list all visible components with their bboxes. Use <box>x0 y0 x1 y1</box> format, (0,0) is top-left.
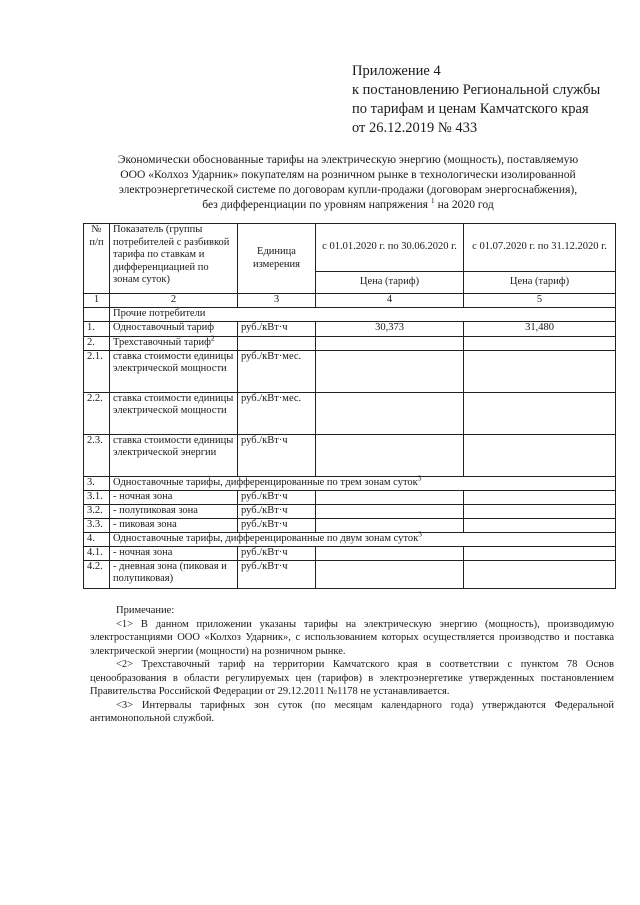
header-indicator: Показатель (группы потребителей с разбивкой тарифа по ставкам и дифференциацией по зонам суток) <box>110 224 238 294</box>
row-name <box>110 529 616 546</box>
row-unit: руб./кВт·мес. <box>238 392 316 434</box>
appendix-line-1: Приложение 4 <box>352 63 441 79</box>
row-name-text: Одноставочные тарифы, дифференцированные по трем зонам суток <box>113 476 418 488</box>
row-unit: руб./кВт·мес. <box>238 350 316 392</box>
table-row <box>84 434 616 476</box>
row-name: ставка стоимости единицы электрической энергии <box>110 434 238 476</box>
row-num: 4.1. <box>84 546 110 560</box>
row-name: ставка стоимости единицы электрической мощности <box>110 350 238 392</box>
header-num: № п/п <box>84 224 110 294</box>
note-2: <2> Трехставочный тариф на территории Камчатского края в соответствии с пунктом 78 Основ ценообразования в области регулируемых цен (тарифов) в электроэнергетике утвержденных постановлением Правительства Российской Федерации от 29.12.2011 №1178 не устанавливается. <box>90 659 614 697</box>
row-value-1: 30,373 <box>316 321 464 336</box>
appendix-line-3: по тарифам и ценам Камчатского края <box>352 101 589 117</box>
row-name <box>110 473 616 490</box>
col-number-4: 4 <box>316 294 464 308</box>
row-num: 2.2. <box>84 392 110 434</box>
row-num: 3.1. <box>84 490 110 504</box>
header-unit: Единица измерения <box>238 224 316 294</box>
group-other-consumers: Прочие потребители <box>110 307 616 321</box>
table-row <box>84 532 616 546</box>
title-line-2: ООО «Колхоз Ударник» покупателям на розничном рынке в технологически изолированной <box>120 168 576 181</box>
row-name: - полупиковая зона <box>110 504 238 518</box>
row-num: 2. <box>84 336 110 350</box>
row-name: - дневная зона (пиковая и полупиковая) <box>110 560 238 588</box>
row-name-text: Трехставочный тариф <box>113 336 211 348</box>
row-num: 3.2. <box>84 504 110 518</box>
header-period-1: с 01.01.2020 г. по 30.06.2020 г. <box>316 224 464 272</box>
title-line-3: электроэнергетической системе по договорам купли-продажи (договорам энергоснабжения), <box>118 183 578 196</box>
row-unit: руб./кВт·ч <box>238 546 316 560</box>
header-period-2: с 01.07.2020 г. по 31.12.2020 г. <box>464 224 616 272</box>
footnote-ref-3: 3 <box>418 529 422 538</box>
col-number-5: 5 <box>464 294 616 308</box>
row-unit: руб./кВт·ч <box>238 321 316 336</box>
row-num: 4. <box>84 532 110 546</box>
row-unit: руб./кВт·ч <box>238 504 316 518</box>
header-price-2: Цена (тариф) <box>464 272 616 294</box>
title-line-1: Экономически обоснованные тарифы на электрическую энергию (мощность), поставляемую <box>117 153 579 166</box>
table-row <box>84 560 616 588</box>
footnote-ref-3: 3 <box>417 473 422 482</box>
row-num: 2.1. <box>84 350 110 392</box>
row-name <box>110 333 238 350</box>
row-unit: руб./кВт·ч <box>238 560 316 588</box>
notes-heading: Примечание: <box>116 605 175 616</box>
footnote-ref-1: 1 <box>430 196 435 206</box>
table-row <box>84 504 616 518</box>
table-row <box>84 321 616 336</box>
row-name: - пиковая зона <box>110 518 238 532</box>
col-number-1: 1 <box>84 294 110 308</box>
col-number-3: 3 <box>238 294 316 308</box>
row-num: 1. <box>84 321 110 336</box>
note-1: <1> В данном приложении указаны тарифы на электрическую энергию (мощность), производимую электростанциями ООО «Колхоз Ударник», с использованием которых осуществляется производство и поставка электрической энергии (мощности) на розничном рынке. <box>90 618 614 657</box>
row-name: - ночная зона <box>110 546 238 560</box>
row-name: Одноставочный тариф <box>110 321 238 336</box>
table-row <box>84 307 616 321</box>
header-row <box>84 224 616 272</box>
row-unit: руб./кВт·ч <box>238 434 316 476</box>
document-title <box>78 152 618 212</box>
table-row <box>84 336 616 350</box>
row-name-text: Одноставочные тарифы, дифференцированные по двум зонам суток <box>113 532 419 544</box>
appendix-line-4: от 26.12.2019 № 433 <box>352 120 478 136</box>
header-price-1: Цена (тариф) <box>316 272 464 294</box>
row-name: ставка стоимости единицы электрической мощности <box>110 392 238 434</box>
footnote-ref-2: 2 <box>210 333 215 342</box>
row-num: 4.2. <box>84 560 110 588</box>
column-number-row <box>84 294 616 308</box>
table-row <box>84 392 616 434</box>
row-name: - ночная зона <box>110 490 238 504</box>
tariff-table <box>83 223 616 589</box>
table-row <box>84 546 616 560</box>
notes-section <box>90 604 614 726</box>
row-unit: руб./кВт·ч <box>238 490 316 504</box>
row-value-2: 31,480 <box>464 321 616 336</box>
row-num: 3.3. <box>84 518 110 532</box>
col-number-2: 2 <box>110 294 238 308</box>
table-row <box>84 518 616 532</box>
table-row <box>84 350 616 392</box>
row-num: 2.3. <box>84 434 110 476</box>
table-row <box>84 476 616 490</box>
row-unit: руб./кВт·ч <box>238 518 316 532</box>
title-line-4-year: на 2020 год <box>434 198 494 211</box>
title-line-4 <box>78 197 618 212</box>
title-line-4-text: без дифференциации по уровням напряжения <box>202 198 429 211</box>
appendix-line-2: к постановлению Региональной службы <box>352 82 601 98</box>
appendix-header <box>352 62 632 138</box>
table-row <box>84 490 616 504</box>
row-num: 3. <box>84 476 110 490</box>
note-3: <3> Интервалы тарифных зон суток (по месяцам календарного года) утверждаются Федеральной антимонопольной службой. <box>90 699 614 724</box>
